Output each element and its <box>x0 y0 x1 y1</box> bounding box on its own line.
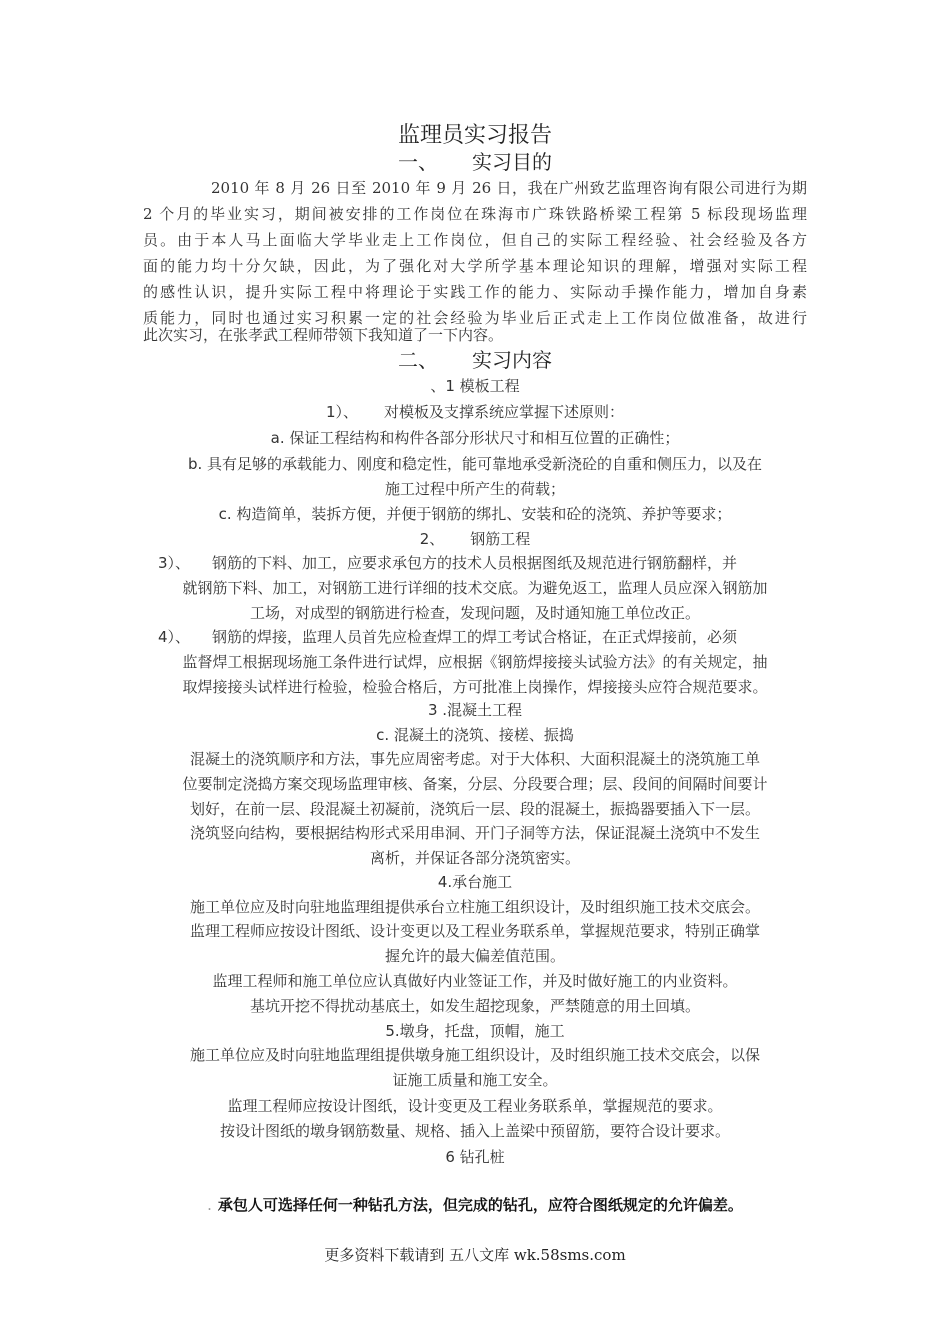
concrete-subheading: c. 混凝土的浇筑、接槎、振捣 <box>376 726 574 744</box>
rebar-item-3-line: 就钢筋下料、加工，对钢筋工进行详细的技术交底。为避免返工，监理人员应深入钢筋加 <box>182 579 768 597</box>
concrete-paragraph-line: 位要制定浇捣方案交现场监理审核、备案，分层、分段要合理；层、段间的间隔时间要计 <box>182 775 768 793</box>
pile-cap-paragraph-line: 监理工程师应按设计图纸、设计变更以及工程业务联系单，掌握规范要求，特别正确掌 <box>189 922 760 940</box>
bored-pile-paragraph <box>0 1192 950 1218</box>
pier-paragraph: 监理工程师应按设计图纸，设计变更及工程业务联系单，掌握规范的要求。 <box>227 1097 723 1115</box>
intro-line: 质能力，同时也通过实习积累一定的社会经验为毕业后正式走上工作岗位做准备，故进行 <box>143 309 807 327</box>
formwork-rule-b-line: 施工过程中所产生的荷载； <box>384 480 565 498</box>
concrete-paragraph-line: 浇筑竖向结构，要根据结构形式采用串洞、开门子洞等方法，保证混凝土浇筑中不发生 <box>189 824 760 842</box>
subsection-heading-bored-pile: 6 钻孔桩 <box>445 1148 505 1166</box>
pile-cap-paragraph-line: 握允许的最大偏差值范围。 <box>384 947 565 965</box>
concrete-paragraph-line: 混凝土的浇筑顺序和方法，事先应周密考虑。对于大体积、大面积混凝土的浇筑施工单 <box>189 750 760 768</box>
document-title: 监理员实习报告 <box>397 123 552 148</box>
intro-line: 2010 年 8 月 26 日至 2010 年 9 月 26 日，我在广州致艺监理咨询有限公司进行为期 <box>211 179 807 197</box>
pile-cap-paragraph: 基坑开挖不得扰动基底土，如发生超挖现象，严禁随意的用土回填。 <box>249 997 700 1015</box>
intro-line: 员。由于本人马上面临大学毕业走上工作岗位，但自己的实际工程经验、社会经验及各方 <box>143 231 807 249</box>
subsection-heading-concrete: 3 .混凝土工程 <box>427 701 523 719</box>
subsection-heading-formwork: 、1 模板工程 <box>430 377 520 395</box>
bullet-mark: . <box>207 1196 212 1214</box>
formwork-item-1 <box>0 399 950 425</box>
intro-line: 2 个月的毕业实习，期间被安排的工作岗位在珠海市广珠铁路桥梁工程第 5 标段现场监理 <box>143 205 807 223</box>
section-heading-purpose <box>0 148 950 176</box>
section-title: 实习目的 <box>472 150 552 174</box>
item-text: 钢筋的下料、加工，应要求承包方的技术人员根据图纸及规范进行钢筋翻样，并 <box>212 554 738 572</box>
rebar-item-4-line <box>158 624 737 650</box>
subsection-title: 钢筋工程 <box>470 530 531 548</box>
intro-line: 此次实习，在张孝武工程师带领下我知道了一下内容。 <box>143 326 504 344</box>
rebar-item-3-line <box>158 550 737 576</box>
concrete-paragraph-line: 划好，在前一层、段混凝土初凝前，浇筑后一层、段的混凝土，振捣器要插入下一层。 <box>189 800 760 818</box>
item-number: 4）、 <box>158 628 191 646</box>
pier-paragraph-line: 施工单位应及时向驻地监理组提供墩身施工组织设计，及时组织施工技术交底会，以保 <box>189 1046 760 1064</box>
rebar-item-3-line: 工场，对成型的钢筋进行检查，发现问题，及时通知施工单位改正。 <box>249 604 700 622</box>
pier-paragraph-line: 证施工质量和施工安全。 <box>392 1071 558 1089</box>
concrete-paragraph-line: 离析，并保证各部分浇筑密实。 <box>369 849 580 867</box>
section-number: 一、 <box>398 150 438 174</box>
pile-cap-paragraph: 监理工程师和施工单位应认真做好内业签证工作，并及时做好施工的内业资料。 <box>212 972 738 990</box>
formwork-rule-a: a. 保证工程结构和构件各部分形状尺寸和相互位置的正确性； <box>270 429 680 447</box>
formwork-rule-c: c. 构造简单，装拆方便，并便于钢筋的绑扎、安装和砼的浇筑、养护等要求； <box>218 505 732 523</box>
subsection-heading-pier: 5.墩身，托盘，顶帽，施工 <box>385 1022 565 1040</box>
section-title: 实习内容 <box>472 348 552 372</box>
intro-line: 的感性认识，提升实际工程中将理论于实践工作的能力、实际动手操作能力，增加自身素 <box>143 283 807 301</box>
rebar-item-4-line: 监督焊工根据现场施工条件进行试焊，应根据《钢筋焊接接头试验方法》的有关规定，抽 <box>182 653 768 671</box>
rebar-item-4-line: 取焊接接头试样进行检验，检验合格后，方可批准上岗操作，焊接接头应符合规范要求。 <box>182 678 768 696</box>
section-heading-content <box>0 346 950 374</box>
subsection-heading-pile-cap: 4.承台施工 <box>437 873 513 891</box>
item-number: 3）、 <box>158 554 191 572</box>
pile-cap-paragraph: 施工单位应及时向驻地监理组提供承台立柱施工组织设计，及时组织施工技术交底会。 <box>189 898 760 916</box>
pier-paragraph: 按设计图纸的墩身钢筋数量、规格、插入上盖梁中预留筋，要符合设计要求。 <box>219 1122 730 1140</box>
footer-text: 更多资料下载请到 五八文库 wk.58sms.com <box>324 1246 626 1264</box>
item-text: 对模板及支撑系统应掌握下述原则： <box>384 403 625 421</box>
subsection-number: 2、 <box>419 530 445 548</box>
bored-pile-text: 承包人可选择任何一种钻孔方法，但完成的钻孔，应符合图纸规定的允许偏差。 <box>217 1196 743 1214</box>
section-number: 二、 <box>398 348 438 372</box>
formwork-rule-b-line: b. 具有足够的承载能力、刚度和稳定性，能可靠地承受新浇砼的自重和侧压力，以及在 <box>187 455 763 473</box>
item-number: 1）、 <box>325 403 359 421</box>
subsection-heading-rebar <box>0 526 950 552</box>
item-text: 钢筋的焊接，监理人员首先应检查焊工的焊工考试合格证，在正式焊接前，必须 <box>212 628 738 646</box>
intro-line: 面的能力均十分欠缺，因此，为了强化对大学所学基本理论知识的理解，增强对实际工程 <box>143 257 807 275</box>
